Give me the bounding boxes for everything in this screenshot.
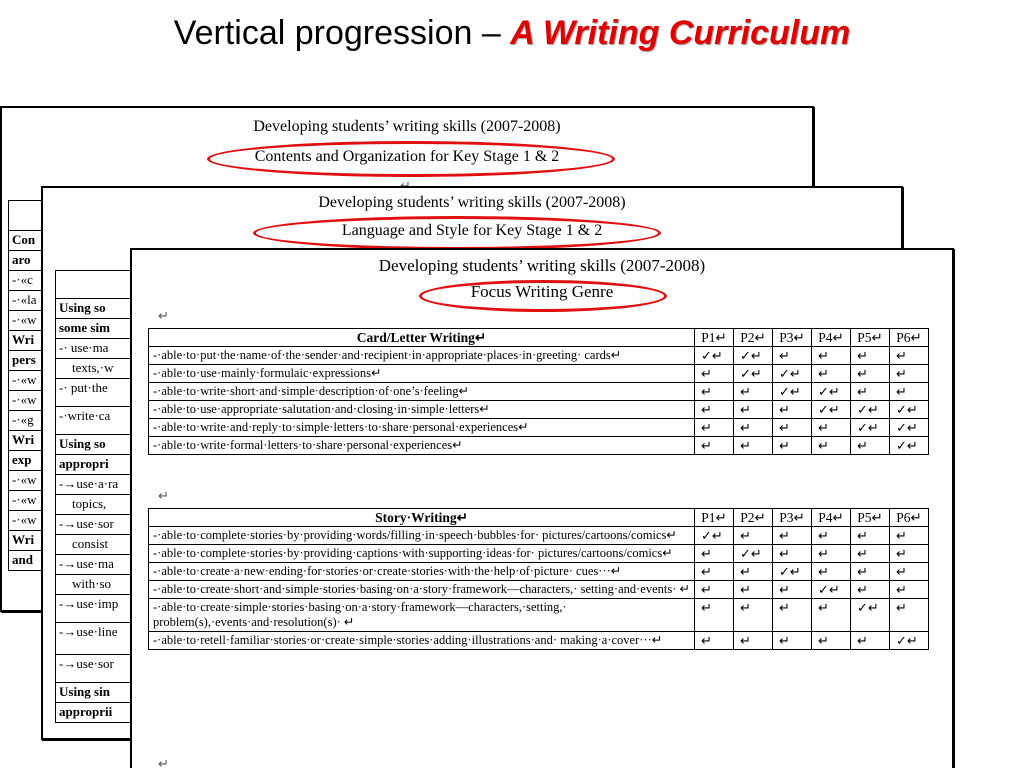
table-cell: -·«w bbox=[9, 311, 68, 331]
phase-mark: ✓↵ bbox=[851, 419, 890, 437]
table-row bbox=[149, 437, 929, 455]
table-cell: -→use·a·ra bbox=[56, 475, 135, 495]
table-cell: -·«g bbox=[9, 411, 68, 431]
phase-mark: ↵ bbox=[695, 419, 734, 437]
table-cell: Wri bbox=[9, 331, 68, 351]
table-cell: Wri bbox=[9, 531, 68, 551]
skill-description: -·able·to·create·simple·stories·basing·on·a·story·framework—characters,·setting,· problem(s),·events·and·resolution(s)· ↵ bbox=[149, 599, 695, 632]
table-row bbox=[149, 581, 929, 599]
table-cell: -→use·sor bbox=[56, 515, 135, 535]
phase-mark: ↵ bbox=[851, 527, 890, 545]
phase-mark: ↵ bbox=[812, 347, 851, 365]
phase-mark: ↵ bbox=[773, 437, 812, 455]
table-row bbox=[149, 347, 929, 365]
table-cell: and bbox=[9, 551, 68, 571]
phase-mark: ↵ bbox=[695, 383, 734, 401]
table-cell: aro bbox=[9, 251, 68, 271]
table-row bbox=[149, 599, 929, 632]
slide-title-accent: A Writing Curriculum bbox=[510, 14, 851, 52]
phase-header-p6: P6↵ bbox=[890, 329, 929, 347]
phase-mark: ↵ bbox=[773, 401, 812, 419]
phase-mark: ✓↵ bbox=[812, 581, 851, 599]
table-cell: -→use·sor bbox=[56, 655, 135, 683]
table-cell: -→use·line bbox=[56, 623, 135, 655]
phase-mark: ↵ bbox=[890, 599, 929, 632]
doc2-table-fragment bbox=[55, 270, 135, 723]
table-row bbox=[149, 419, 929, 437]
phase-mark: ↵ bbox=[890, 545, 929, 563]
phase-mark: ↵ bbox=[773, 545, 812, 563]
skill-description: -·able·to·use·mainly·formulaic·expressions↵ bbox=[149, 365, 695, 383]
phase-mark: ↵ bbox=[890, 383, 929, 401]
doc1-title: Developing students’ writing skills (2007-2008) bbox=[253, 118, 561, 135]
phase-mark: ↵ bbox=[734, 581, 773, 599]
phase-mark: ↵ bbox=[812, 545, 851, 563]
phase-header-p1: P1↵ bbox=[695, 329, 734, 347]
phase-mark: ↵ bbox=[890, 581, 929, 599]
table-header-row bbox=[149, 509, 929, 527]
doc3-paragraph-mark-2: ↵ bbox=[158, 488, 169, 503]
phase-mark: ↵ bbox=[734, 632, 773, 650]
table-cell: texts,·w bbox=[56, 359, 135, 379]
doc3-paragraph-mark-3: ↵ bbox=[158, 756, 169, 768]
doc3-paragraph-mark: ↵ bbox=[158, 308, 169, 323]
table-cell: pers bbox=[9, 351, 68, 371]
table-row bbox=[149, 632, 929, 650]
phase-mark: ✓↵ bbox=[695, 347, 734, 365]
phase-mark: ↵ bbox=[734, 527, 773, 545]
phase-mark: ↵ bbox=[695, 365, 734, 383]
phase-mark: ✓↵ bbox=[812, 401, 851, 419]
skill-description: -·able·to·write·and·reply·to·simple·letters·to·share·personal·experiences↵ bbox=[149, 419, 695, 437]
story-writing-table bbox=[148, 508, 929, 650]
phase-mark: ↵ bbox=[695, 401, 734, 419]
phase-mark: ↵ bbox=[851, 347, 890, 365]
skill-description: -·able·to·complete·stories·by·providing·words/filling·in·speech·bubbles·for· pictures/cartoons/comics↵ bbox=[149, 527, 695, 545]
phase-mark: ↵ bbox=[812, 419, 851, 437]
phase-mark: ↵ bbox=[773, 581, 812, 599]
table-cell: -→use·imp bbox=[56, 595, 135, 623]
phase-mark: ↵ bbox=[734, 383, 773, 401]
phase-mark: ↵ bbox=[812, 437, 851, 455]
phase-mark: ✓↵ bbox=[695, 527, 734, 545]
phase-mark: ↵ bbox=[734, 563, 773, 581]
phase-mark: ↵ bbox=[812, 599, 851, 632]
skill-description: -·able·to·create·short·and·simple·stories·basing·on·a·story·framework—characters,· setting·and·events· ↵ bbox=[149, 581, 695, 599]
phase-header-p4: P4↵ bbox=[812, 509, 851, 527]
document-focus-writing-genre bbox=[130, 248, 954, 768]
phase-mark: ↵ bbox=[851, 383, 890, 401]
phase-header-p4: P4↵ bbox=[812, 329, 851, 347]
table-cell: -→use·ma bbox=[56, 555, 135, 575]
phase-mark: ↵ bbox=[773, 527, 812, 545]
phase-mark: ↵ bbox=[890, 527, 929, 545]
skill-description: -·able·to·put·the·name·of·the·sender·and·recipient·in·appropriate·places·in·greeting· cards↵ bbox=[149, 347, 695, 365]
table-row bbox=[149, 527, 929, 545]
table-cell: consist bbox=[56, 535, 135, 555]
phase-mark: ↵ bbox=[773, 599, 812, 632]
phase-mark: ✓↵ bbox=[773, 365, 812, 383]
table-cell: -·«w bbox=[9, 491, 68, 511]
phase-mark: ↵ bbox=[695, 545, 734, 563]
table-cell: -·«c bbox=[9, 271, 68, 291]
phase-header-p5: P5↵ bbox=[851, 509, 890, 527]
phase-mark: ↵ bbox=[695, 581, 734, 599]
phase-mark: ↵ bbox=[695, 599, 734, 632]
table-cell: Wri bbox=[9, 431, 68, 451]
phase-mark: ↵ bbox=[734, 419, 773, 437]
doc3-title: Developing students’ writing skills (2007-2008) bbox=[378, 256, 706, 275]
table-cell: some sim bbox=[56, 319, 135, 339]
phase-mark: ↵ bbox=[734, 401, 773, 419]
phase-mark: ✓↵ bbox=[890, 401, 929, 419]
table-cell: -· use·ma bbox=[56, 339, 135, 359]
table-row bbox=[149, 545, 929, 563]
doc1-subtitle: Contents and Organization for Key Stage 1 & 2 bbox=[254, 148, 560, 165]
phase-mark: ✓↵ bbox=[890, 632, 929, 650]
table-cell: appropri bbox=[56, 455, 135, 475]
phase-mark: ✓↵ bbox=[890, 437, 929, 455]
phase-mark: ↵ bbox=[773, 419, 812, 437]
slide-title-plain: Vertical progression – bbox=[173, 14, 511, 52]
doc1-subtitle-highlight-oval bbox=[207, 141, 615, 177]
doc3-subtitle-highlight-oval bbox=[419, 280, 667, 312]
phase-mark: ✓↵ bbox=[812, 383, 851, 401]
table-header-row bbox=[149, 329, 929, 347]
phase-header-p5: P5↵ bbox=[851, 329, 890, 347]
phase-header-p1: P1↵ bbox=[695, 509, 734, 527]
phase-header-p2: P2↵ bbox=[734, 329, 773, 347]
table-cell: -· put·the bbox=[56, 379, 135, 407]
table-cell: Using so bbox=[56, 299, 135, 319]
phase-mark: ↵ bbox=[890, 563, 929, 581]
card-letter-writing-table bbox=[148, 328, 929, 455]
table-cell: -·«w bbox=[9, 371, 68, 391]
table-cell: -·«la bbox=[9, 291, 68, 311]
phase-mark: ↵ bbox=[851, 563, 890, 581]
story-writing-heading: Story·Writing↵ bbox=[149, 509, 695, 527]
phase-mark: ✓↵ bbox=[851, 599, 890, 632]
table-cell: Using so bbox=[56, 435, 135, 455]
table-cell: with·so bbox=[56, 575, 135, 595]
table-cell: Using sin bbox=[56, 683, 135, 703]
phase-mark: ↵ bbox=[734, 599, 773, 632]
phase-mark: ↵ bbox=[695, 632, 734, 650]
phase-mark: ↵ bbox=[812, 527, 851, 545]
table-cell: exp bbox=[9, 451, 68, 471]
table-cell: -·write·ca bbox=[56, 407, 135, 435]
table-cell: approprii bbox=[56, 703, 135, 723]
skill-description: -·able·to·write·formal·letters·to·share·personal·experiences↵ bbox=[149, 437, 695, 455]
phase-header-p6: P6↵ bbox=[890, 509, 929, 527]
phase-mark: ↵ bbox=[812, 365, 851, 383]
phase-mark: ✓↵ bbox=[773, 563, 812, 581]
table-cell: Con bbox=[9, 231, 68, 251]
table-row bbox=[149, 401, 929, 419]
phase-header-p3: P3↵ bbox=[773, 329, 812, 347]
table-cell: -·«w bbox=[9, 391, 68, 411]
phase-header-p2: P2↵ bbox=[734, 509, 773, 527]
phase-mark: ↵ bbox=[890, 365, 929, 383]
phase-mark: ↵ bbox=[851, 581, 890, 599]
phase-mark: ↵ bbox=[890, 347, 929, 365]
phase-mark: ✓↵ bbox=[734, 545, 773, 563]
skill-description: -·able·to·complete·stories·by·providing·captions·with·supporting·ideas·for· pictures/cartoons/comics↵ bbox=[149, 545, 695, 563]
table-cell: topics, bbox=[56, 495, 135, 515]
table-row bbox=[149, 365, 929, 383]
phase-mark: ↵ bbox=[695, 437, 734, 455]
skill-description: -·able·to·retell·familiar·stories·or·create·simple·stories·adding·illustrations·and· making·a·cover···↵ bbox=[149, 632, 695, 650]
phase-mark: ↵ bbox=[812, 632, 851, 650]
skill-description: -·able·to·write·short·and·simple·description·of·one’s·feeling↵ bbox=[149, 383, 695, 401]
doc2-subtitle-highlight-oval bbox=[253, 216, 661, 250]
phase-mark: ↵ bbox=[851, 437, 890, 455]
phase-mark: ↵ bbox=[773, 347, 812, 365]
phase-mark: ✓↵ bbox=[773, 383, 812, 401]
phase-mark: ↵ bbox=[695, 563, 734, 581]
phase-mark: ✓↵ bbox=[734, 365, 773, 383]
table-cell: -·«w bbox=[9, 511, 68, 531]
skill-description: -·able·to·use·appropriate·salutation·and·closing·in·simple·letters↵ bbox=[149, 401, 695, 419]
doc3-subtitle: Focus Writing Genre bbox=[470, 282, 614, 301]
phase-mark: ↵ bbox=[851, 365, 890, 383]
phase-mark: ✓↵ bbox=[890, 419, 929, 437]
phase-mark: ↵ bbox=[851, 545, 890, 563]
card-letter-heading: Card/Letter Writing↵ bbox=[149, 329, 695, 347]
phase-mark: ↵ bbox=[851, 632, 890, 650]
doc2-subtitle: Language and Style for Key Stage 1 & 2 bbox=[341, 222, 603, 239]
skill-description: -·able·to·create·a·new·ending·for·stories·or·create·stories·with·the·help·of·picture· cues···↵ bbox=[149, 563, 695, 581]
phase-mark: ↵ bbox=[734, 437, 773, 455]
table-cell: -·«w bbox=[9, 471, 68, 491]
table-row bbox=[149, 563, 929, 581]
phase-mark: ✓↵ bbox=[851, 401, 890, 419]
phase-mark: ✓↵ bbox=[734, 347, 773, 365]
phase-mark: ↵ bbox=[812, 563, 851, 581]
doc2-title: Developing students’ writing skills (2007-2008) bbox=[318, 194, 626, 211]
slide-title bbox=[0, 14, 1024, 53]
table-row bbox=[149, 383, 929, 401]
phase-header-p3: P3↵ bbox=[773, 509, 812, 527]
phase-mark: ↵ bbox=[773, 632, 812, 650]
